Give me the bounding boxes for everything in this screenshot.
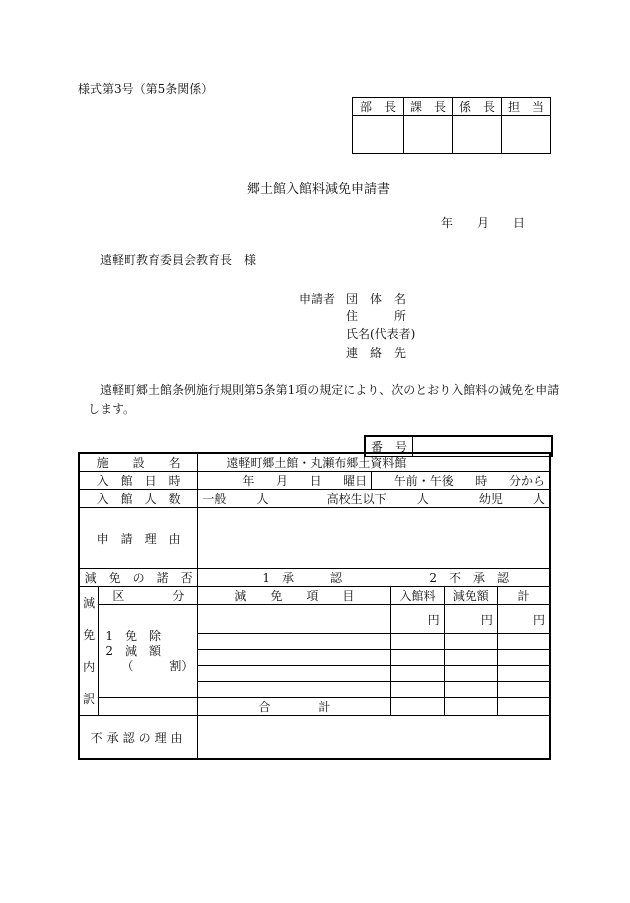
number-label: 番 号 bbox=[365, 436, 413, 457]
entry-minute-label: 分から bbox=[508, 474, 545, 488]
approval-header-bucho: 部 長 bbox=[353, 98, 404, 116]
exemption-item-input[interactable] bbox=[198, 666, 391, 682]
reduction-amount-header: 減免額 bbox=[444, 587, 497, 605]
category-option-exempt[interactable]: 1 免 除 bbox=[105, 628, 161, 643]
total-input[interactable] bbox=[497, 634, 550, 650]
denial-reason-input[interactable] bbox=[198, 716, 550, 760]
total-yen: 円 bbox=[497, 605, 550, 634]
total-input[interactable] bbox=[497, 682, 550, 698]
body-text-line-2: します。 bbox=[88, 402, 136, 416]
breakdown-side-char: 訳 bbox=[83, 692, 96, 706]
facility-value: 遠軽町郷土館・丸瀬布郷土資料館 bbox=[198, 453, 550, 472]
admission-fee-input[interactable] bbox=[391, 650, 444, 666]
reduction-amount-input[interactable] bbox=[444, 666, 497, 682]
date-line: 年 月 日 bbox=[441, 216, 526, 230]
visitors-infant-unit: 人 bbox=[532, 492, 545, 506]
admission-fee-input[interactable] bbox=[391, 634, 444, 650]
reason-label: 申 請 理 由 bbox=[79, 508, 198, 569]
entry-month-label: 月 bbox=[275, 474, 288, 488]
admission-fee-yen: 円 bbox=[391, 605, 444, 634]
entry-datetime-field[interactable] bbox=[198, 472, 550, 490]
stamp-cell[interactable] bbox=[404, 116, 453, 154]
breakdown-side-label bbox=[79, 587, 99, 716]
category-blank bbox=[99, 698, 198, 716]
denial-reason-label: 不承認の理由 bbox=[79, 716, 198, 760]
form-number: 様式第3号（第5条関係） bbox=[78, 82, 214, 96]
grand-total[interactable] bbox=[497, 698, 550, 716]
applicant-address: 住 所 bbox=[346, 309, 407, 323]
reduction-amount-input[interactable] bbox=[444, 682, 497, 698]
category-options[interactable] bbox=[99, 605, 198, 698]
approval-stamp-box bbox=[352, 97, 551, 154]
admission-fee-total[interactable] bbox=[391, 698, 444, 716]
facility-label: 施 設 名 bbox=[79, 453, 198, 472]
body-text-line-1: 遠軽町郷土館条例施行規則第5条第1項の規定により、次のとおり入館料の減免を申請 bbox=[100, 383, 560, 397]
total-input[interactable] bbox=[497, 650, 550, 666]
reduction-amount-yen: 円 bbox=[444, 605, 497, 634]
admission-fee-header: 入館料 bbox=[391, 587, 444, 605]
total-header: 計 bbox=[497, 587, 550, 605]
approval-option-approve[interactable]: 1 承 認 bbox=[262, 571, 343, 585]
addressee: 遠軽町教育委員会教育長 様 bbox=[100, 253, 257, 267]
entry-ampm-label: 午前・午後 bbox=[393, 474, 454, 488]
document-title: 郷土館入館料減免申請書 bbox=[247, 182, 391, 197]
breakdown-side-char: 内 bbox=[83, 660, 96, 674]
reduction-amount-input[interactable] bbox=[444, 634, 497, 650]
entry-hour-label: 時 bbox=[475, 474, 488, 488]
visitors-field[interactable] bbox=[198, 490, 550, 508]
exemption-item-input[interactable] bbox=[198, 682, 391, 698]
total-label: 合 計 bbox=[198, 698, 391, 716]
approval-label: 減 免 の 諾 否 bbox=[79, 569, 198, 587]
category-option-reduce[interactable]: 2 減 額 bbox=[105, 643, 161, 658]
reduction-amount-total[interactable] bbox=[444, 698, 497, 716]
approval-option-deny[interactable]: 2 不 承 認 bbox=[429, 571, 509, 585]
visitors-label: 入 館 人 数 bbox=[79, 490, 198, 508]
entry-year-label: 年 bbox=[242, 474, 255, 488]
approval-header-tanto: 担 当 bbox=[502, 98, 551, 116]
visitors-general-label: 一般 bbox=[202, 492, 227, 506]
visitors-infant-label: 幼児 bbox=[478, 492, 503, 506]
visitors-general-unit: 人 bbox=[256, 492, 269, 506]
stamp-cell[interactable] bbox=[453, 116, 502, 154]
admission-fee-input[interactable] bbox=[391, 682, 444, 698]
exemption-item-input[interactable] bbox=[198, 634, 391, 650]
approval-header-kakaricho: 係 長 bbox=[453, 98, 502, 116]
category-option-ratio: （ 割） bbox=[121, 658, 194, 673]
breakdown-side-char: 減 bbox=[83, 596, 96, 610]
stamp-cell[interactable] bbox=[353, 116, 404, 154]
exemption-item-input[interactable] bbox=[198, 650, 391, 666]
visitors-highschool-unit: 人 bbox=[416, 492, 429, 506]
entry-datetime-label: 入 館 日 時 bbox=[79, 472, 198, 490]
exemption-item-header: 減 免 項 目 bbox=[198, 587, 391, 605]
breakdown-side-char: 免 bbox=[83, 628, 96, 642]
approval-field[interactable] bbox=[198, 569, 550, 587]
entry-day-label: 日 bbox=[309, 474, 322, 488]
applicant-label: 申請者 bbox=[299, 292, 336, 306]
exemption-item-input[interactable] bbox=[198, 605, 391, 634]
category-header: 区 分 bbox=[99, 587, 198, 605]
total-input[interactable] bbox=[497, 666, 550, 682]
approval-header-kacho: 課 長 bbox=[404, 98, 453, 116]
reduction-amount-input[interactable] bbox=[444, 650, 497, 666]
applicant-representative: 氏名(代表者) bbox=[346, 327, 416, 341]
entry-weekday-label: 曜日 bbox=[343, 472, 372, 489]
applicant-group-name: 団 体 名 bbox=[346, 292, 407, 306]
reason-input[interactable] bbox=[198, 508, 550, 569]
applicant-contact: 連 絡 先 bbox=[346, 346, 407, 360]
visitors-highschool-label: 高校生以下 bbox=[326, 492, 387, 506]
admission-fee-input[interactable] bbox=[391, 666, 444, 682]
stamp-cell[interactable] bbox=[502, 116, 551, 154]
application-table bbox=[78, 452, 551, 760]
